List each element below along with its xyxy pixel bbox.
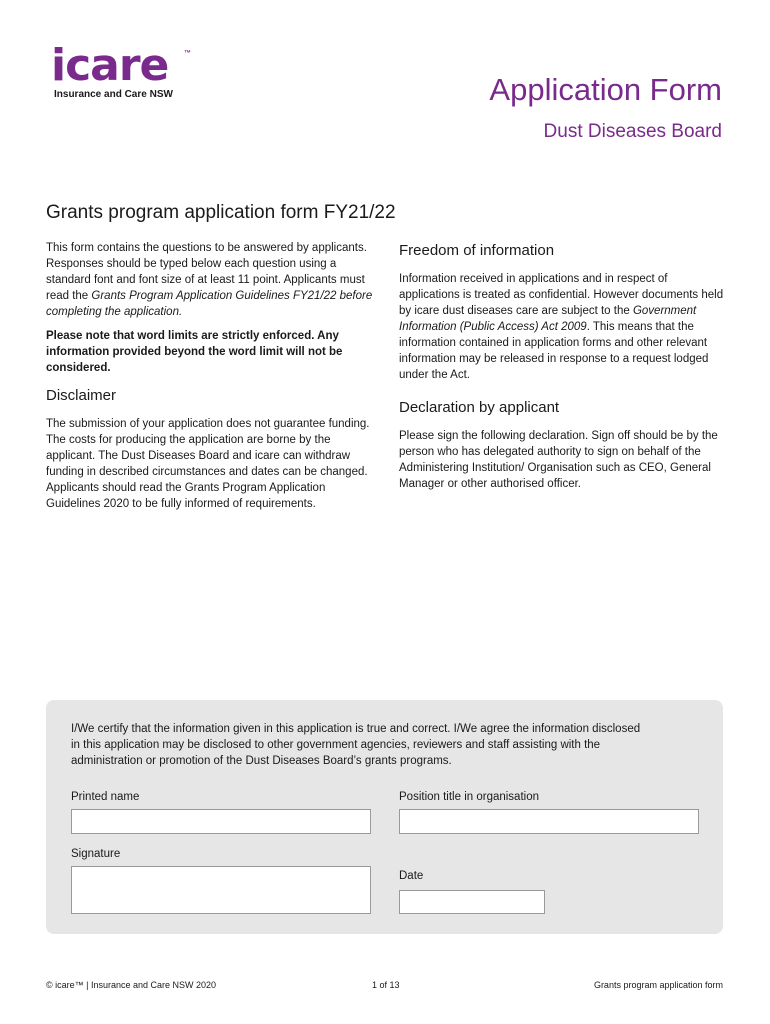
document-subtitle: Dust Diseases Board — [543, 121, 722, 142]
intro-italic-text: Grants Program Application Guidelines FY21/22 before completing the application. — [46, 290, 373, 318]
foi-act-name: Government Information (Public Access) Act 2009 — [399, 305, 697, 333]
printed-name-field[interactable] — [71, 809, 371, 834]
document-title: Application Form — [489, 72, 722, 107]
foi-paragraph — [399, 271, 725, 383]
footer-form-name: Grants program application form — [593, 980, 723, 990]
logo-wordmark: icare — [51, 40, 169, 91]
position-title-field[interactable] — [399, 809, 699, 834]
declaration-box — [46, 700, 723, 934]
footer-page-number: 1 of 13 — [372, 980, 400, 990]
disclaimer-text: The submission of your application does not guarantee funding. The costs for producing the application are borne by the applicant. The Dust Diseases Board and icare can withdraw funding in described circumstances and dates can be changed. Applicants should read the Grants Program Application Guidelines 2020 to be fully informed of requirements. — [46, 418, 370, 510]
printed-name-label: Printed name — [71, 791, 140, 803]
form-heading: Grants program application form FY21/22 — [46, 202, 396, 223]
icare-logo — [51, 40, 191, 100]
signature-label: Signature — [71, 848, 121, 860]
signature-field[interactable] — [71, 866, 371, 914]
declaration-heading: Declaration by applicant — [399, 399, 560, 416]
logo-trademark: ™ — [184, 50, 191, 57]
right-column — [399, 241, 725, 500]
disclaimer-heading: Disclaimer — [46, 387, 117, 404]
declaration-text: Please sign the following declaration. Sign off should be by the person who has delegated authority to sign on behalf of the Administering Institution/ Organisation such as CEO, General Manager or other authorised officer. — [399, 430, 718, 490]
word-limit-note: Please note that word limits are strictly enforced. Any information provided beyond the word limit will not be considered. — [46, 330, 343, 374]
foi-text-a: Information received in applications and in respect of applications is treated as confidential. However documents held by icare dust diseases care are subject to the — [399, 273, 724, 317]
date-label: Date — [399, 870, 424, 882]
left-column — [46, 240, 376, 520]
certification-text: I/We certify that the information given in this application is true and correct. I/We agree the information disclosed in this application may be disclosed to other government agencies, reviewers and staff assisting with the administration or promotion of the Dust Diseases Board’s grants programs. — [71, 723, 641, 767]
position-title-label: Position title in organisation — [399, 791, 539, 803]
foi-heading: Freedom of information — [399, 242, 555, 259]
footer-copyright: © icare™ | Insurance and Care NSW 2020 — [46, 980, 217, 990]
date-field[interactable] — [399, 890, 545, 914]
intro-paragraph — [46, 240, 376, 320]
foi-text-b: . This means that the information contained in application forms and other relevant information may be released in response to a request lodged under the Act. — [399, 321, 709, 381]
logo-tagline: Insurance and Care NSW — [54, 89, 173, 100]
intro-text: This form contains the questions to be answered by applicants. Responses should be typed below each question using a standard font and font size of at least 11 point. Applicants must read the — [46, 242, 367, 302]
